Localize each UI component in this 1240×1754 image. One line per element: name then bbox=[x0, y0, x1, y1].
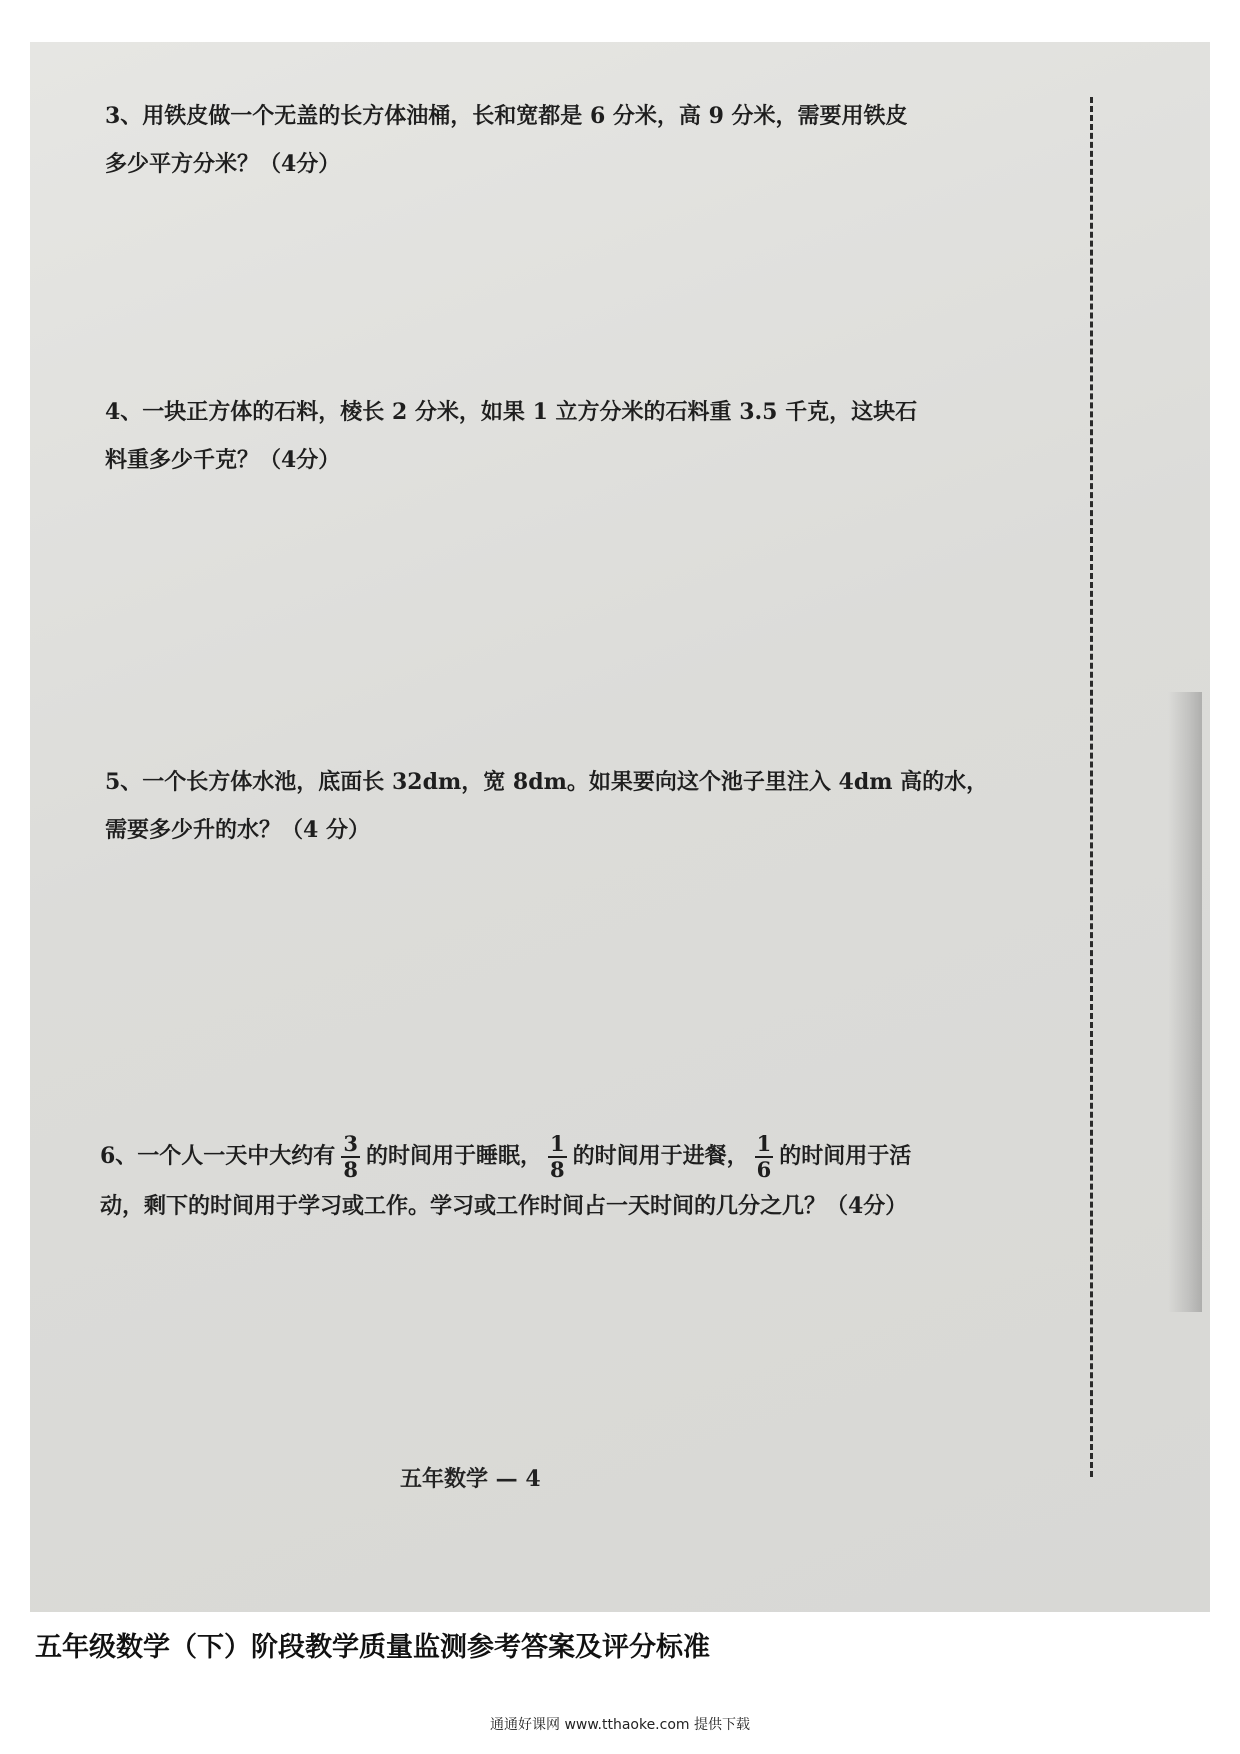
download-watermark: 通通好课网 www.tthaoke.com 提供下载 bbox=[490, 1717, 750, 1733]
question-3-line-2: 多少平方分米？（4分） bbox=[105, 151, 341, 177]
fraction-numerator: 3 bbox=[343, 1131, 358, 1156]
fold-dashed-line bbox=[1090, 97, 1093, 1477]
fraction-three-eighths bbox=[341, 1132, 360, 1182]
fraction-one-sixth bbox=[755, 1132, 774, 1182]
question-6-text-3: 的时间用于进餐， bbox=[572, 1143, 749, 1169]
question-3 bbox=[105, 92, 1065, 188]
fraction-one-eighth bbox=[548, 1132, 567, 1182]
question-5-line-1: 5、一个长方体水池，底面长 32dm，宽 8dm。如果要向这个池子里注入 4dm 高的水， bbox=[105, 769, 989, 795]
fraction-denominator: 8 bbox=[549, 1157, 565, 1182]
fraction-denominator: 8 bbox=[343, 1157, 358, 1182]
question-5 bbox=[105, 758, 1065, 854]
fraction-denominator: 6 bbox=[756, 1157, 772, 1182]
question-4-line-1: 4、一块正方体的石料，棱长 2 分米，如果 1 立方分米的石料重 3.5 千克，这块石 bbox=[105, 399, 918, 425]
question-6-text-1: 6、一个人一天中大约有 bbox=[100, 1143, 336, 1169]
question-4-line-2: 料重多少千克？（4分） bbox=[105, 447, 341, 473]
question-6-text-2: 的时间用于睡眠， bbox=[365, 1143, 542, 1169]
answer-key-title: 五年级数学（下）阶段教学质量监测参考答案及评分标准 bbox=[35, 1632, 710, 1663]
question-6 bbox=[100, 1132, 1060, 1230]
question-5-line-2: 需要多少升的水？（4 分） bbox=[105, 817, 370, 843]
question-4 bbox=[105, 388, 1065, 484]
page-footer: 五年数学 — 4 bbox=[400, 1466, 541, 1492]
question-6-line-2: 动，剩下的时间用于学习或工作。学习或工作时间占一天时间的几分之几？（4分） bbox=[100, 1193, 908, 1219]
fraction-numerator: 1 bbox=[549, 1131, 565, 1156]
page-edge-shadow bbox=[1168, 692, 1202, 1312]
question-3-line-1: 3、用铁皮做一个无盖的长方体油桶，长和宽都是 6 分米，高 9 分米，需要用铁皮 bbox=[105, 103, 908, 129]
fraction-numerator: 1 bbox=[756, 1131, 772, 1156]
question-6-line-1 bbox=[100, 1132, 1060, 1182]
question-6-text-4: 的时间用于活 bbox=[779, 1143, 912, 1169]
